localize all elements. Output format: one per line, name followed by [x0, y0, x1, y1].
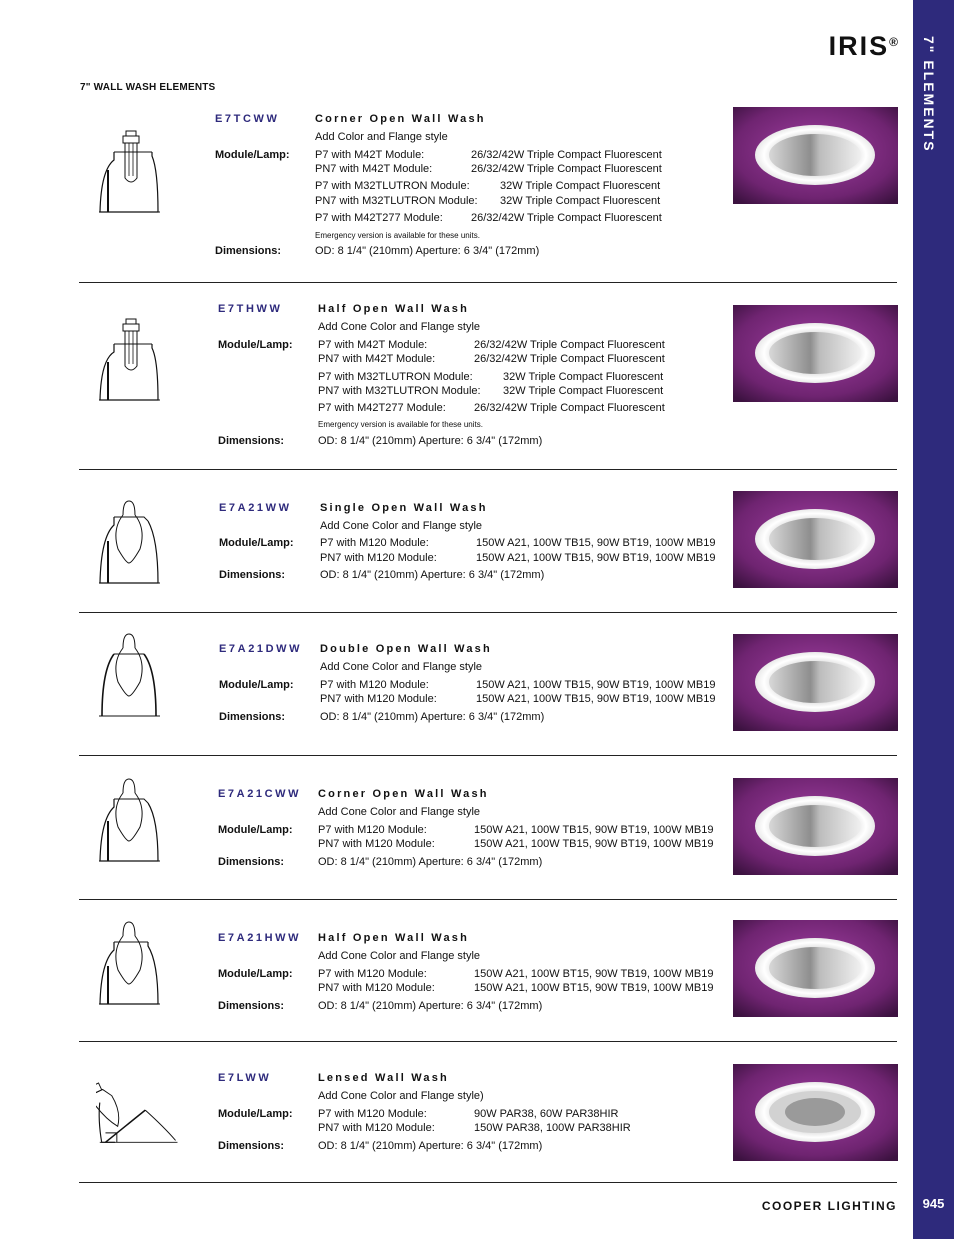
module-lamp: 26/32/42W Triple Compact Fluorescent [474, 402, 665, 414]
module-lamp-label: Module/Lamp: [219, 537, 294, 549]
product-title: Lensed Wall Wash [318, 1072, 449, 1084]
module-lamp: 150W A21, 100W TB15, 90W BT19, 100W MB19 [476, 537, 716, 549]
module-name: PN7 with M120 Module: [318, 1122, 435, 1134]
module-lamp: 150W A21, 100W TB15, 90W BT19, 100W MB19 [474, 838, 714, 850]
section-tab-label: 7" ELEMENTS [921, 36, 937, 153]
product-subtitle: Add Cone Color and Flange style [318, 321, 481, 333]
divider [79, 755, 897, 756]
module-lamp: 26/32/42W Triple Compact Fluorescent [471, 212, 662, 224]
module-name: PN7 with M120 Module: [318, 982, 435, 994]
product-code: E7TCWW [215, 113, 280, 125]
product-code: E7LWW [218, 1072, 272, 1084]
module-lamp: 90W PAR38, 60W PAR38HIR [474, 1108, 619, 1120]
fixture-a21-drawing [96, 630, 186, 720]
product-subtitle: Add Cone Color and Flange style [318, 950, 481, 962]
module-lamp: 150W A21, 100W TB15, 90W BT19, 100W MB19 [476, 693, 716, 705]
product-code: E7THWW [218, 303, 283, 315]
divider [79, 282, 897, 283]
fixture-a21-drawing [96, 497, 186, 587]
dimensions-label: Dimensions: [219, 711, 286, 723]
module-name: P7 with M32TLUTRON Module: [315, 180, 470, 192]
module-lamp-label: Module/Lamp: [218, 968, 293, 980]
module-name: PN7 with M120 Module: [318, 838, 435, 850]
product-photo [733, 778, 898, 875]
dimensions-label: Dimensions: [215, 245, 282, 257]
module-name: PN7 with M42T Module: [315, 163, 433, 175]
divider [79, 469, 897, 470]
product-photo [733, 634, 898, 731]
module-lamp-label: Module/Lamp: [218, 824, 293, 836]
module-lamp: 150W A21, 100W TB15, 90W BT19, 100W MB19 [474, 824, 714, 836]
dimensions-value: OD: 8 1/4" (210mm) Aperture: 6 3/4" (172mm) [318, 1000, 543, 1012]
emergency-note: Emergency version is available for these units. [318, 420, 483, 429]
dimensions-value: OD: 8 1/4" (210mm) Aperture: 6 3/4" (172mm) [318, 856, 543, 868]
footer-brand: COOPER LIGHTING [761, 1199, 897, 1213]
dimensions-value: OD: 8 1/4" (210mm) Aperture: 6 3/4" (172mm) [318, 1140, 543, 1152]
product-title: Half Open Wall Wash [318, 932, 469, 944]
module-name: P7 with M120 Module: [318, 1108, 427, 1120]
dimensions-value: OD: 8 1/4" (210mm) Aperture: 6 3/4" (172mm) [318, 435, 543, 447]
module-lamp: 32W Triple Compact Fluorescent [503, 371, 664, 383]
module-name: P7 with M42T Module: [318, 339, 428, 351]
product-subtitle: Add Cone Color and Flange style [320, 661, 483, 673]
module-name: P7 with M120 Module: [318, 824, 427, 836]
dimensions-label: Dimensions: [218, 1140, 285, 1152]
module-name: P7 with M42T Module: [315, 149, 425, 161]
product-title: Corner Open Wall Wash [315, 113, 486, 125]
divider [79, 1041, 897, 1042]
module-lamp: 26/32/42W Triple Compact Fluorescent [471, 163, 662, 175]
fixture-a21-drawing [96, 918, 186, 1008]
module-lamp: 150W A21, 100W BT15, 90W TB19, 100W MB19 [474, 968, 714, 980]
product-subtitle: Add Cone Color and Flange style) [318, 1090, 484, 1102]
module-lamp-label: Module/Lamp: [218, 339, 293, 351]
fixture-cfl-drawing [96, 130, 186, 215]
dimensions-value: OD: 8 1/4" (210mm) Aperture: 6 3/4" (172mm) [320, 711, 545, 723]
module-lamp: 150W A21, 100W TB15, 90W BT19, 100W MB19 [476, 679, 716, 691]
product-title: Corner Open Wall Wash [318, 788, 489, 800]
dimensions-value: OD: 8 1/4" (210mm) Aperture: 6 3/4" (172mm) [315, 245, 540, 257]
fixture-a21-drawing [96, 775, 186, 865]
module-lamp: 32W Triple Compact Fluorescent [500, 195, 661, 207]
module-lamp: 26/32/42W Triple Compact Fluorescent [474, 339, 665, 351]
product-title: Double Open Wall Wash [320, 643, 492, 655]
module-name: PN7 with M120 Module: [320, 552, 437, 564]
module-lamp: 26/32/42W Triple Compact Fluorescent [471, 149, 662, 161]
product-subtitle: Add Cone Color and Flange style [320, 520, 483, 532]
section-label: 7" WALL WASH ELEMENTS [80, 82, 216, 93]
module-lamp-label: Module/Lamp: [218, 1108, 293, 1120]
dimensions-value: OD: 8 1/4" (210mm) Aperture: 6 3/4" (172mm) [320, 569, 545, 581]
product-photo [733, 920, 898, 1017]
product-code: E7A21DWW [219, 643, 303, 655]
brand-title: IRIS® [828, 31, 898, 61]
module-lamp: 150W A21, 100W BT15, 90W TB19, 100W MB19 [474, 982, 714, 994]
module-name: P7 with M42T277 Module: [318, 402, 446, 414]
product-title: Single Open Wall Wash [320, 502, 488, 514]
module-name: P7 with M120 Module: [320, 679, 429, 691]
product-photo [733, 1064, 898, 1161]
module-name: PN7 with M32TLUTRON Module: [315, 195, 478, 207]
module-name: P7 with M120 Module: [318, 968, 427, 980]
divider [79, 899, 897, 900]
module-name: P7 with M120 Module: [320, 537, 429, 549]
module-name: P7 with M32TLUTRON Module: [318, 371, 473, 383]
module-lamp: 32W Triple Compact Fluorescent [503, 385, 664, 397]
product-code: E7A21WW [219, 502, 292, 514]
dimensions-label: Dimensions: [218, 435, 285, 447]
product-subtitle: Add Cone Color and Flange style [318, 806, 481, 818]
product-subtitle: Add Color and Flange style [315, 131, 448, 143]
module-lamp: 26/32/42W Triple Compact Fluorescent [474, 353, 665, 365]
module-lamp: 150W A21, 100W TB15, 90W BT19, 100W MB19 [476, 552, 716, 564]
product-photo [733, 305, 898, 402]
module-lamp-label: Module/Lamp: [219, 679, 294, 691]
product-photo [733, 107, 898, 204]
product-title: Half Open Wall Wash [318, 303, 469, 315]
side-tab-bar [913, 0, 954, 1239]
dimensions-label: Dimensions: [218, 1000, 285, 1012]
product-photo [733, 491, 898, 588]
product-code: E7A21CWW [218, 788, 302, 800]
page-number: 945 [922, 1196, 945, 1211]
module-lamp: 32W Triple Compact Fluorescent [500, 180, 661, 192]
module-name: PN7 with M32TLUTRON Module: [318, 385, 481, 397]
product-code: E7A21HWW [218, 932, 302, 944]
module-name: PN7 with M120 Module: [320, 693, 437, 705]
fixture-par38-drawing [96, 1072, 186, 1152]
dimensions-label: Dimensions: [218, 856, 285, 868]
dimensions-label: Dimensions: [219, 569, 286, 581]
emergency-note: Emergency version is available for these units. [315, 231, 480, 240]
module-name: P7 with M42T277 Module: [315, 212, 443, 224]
module-lamp-label: Module/Lamp: [215, 149, 290, 161]
module-name: PN7 with M42T Module: [318, 353, 436, 365]
divider [79, 1182, 897, 1183]
module-lamp: 150W PAR38, 100W PAR38HIR [474, 1122, 631, 1134]
fixture-cfl-drawing [96, 318, 186, 403]
divider [79, 612, 897, 613]
